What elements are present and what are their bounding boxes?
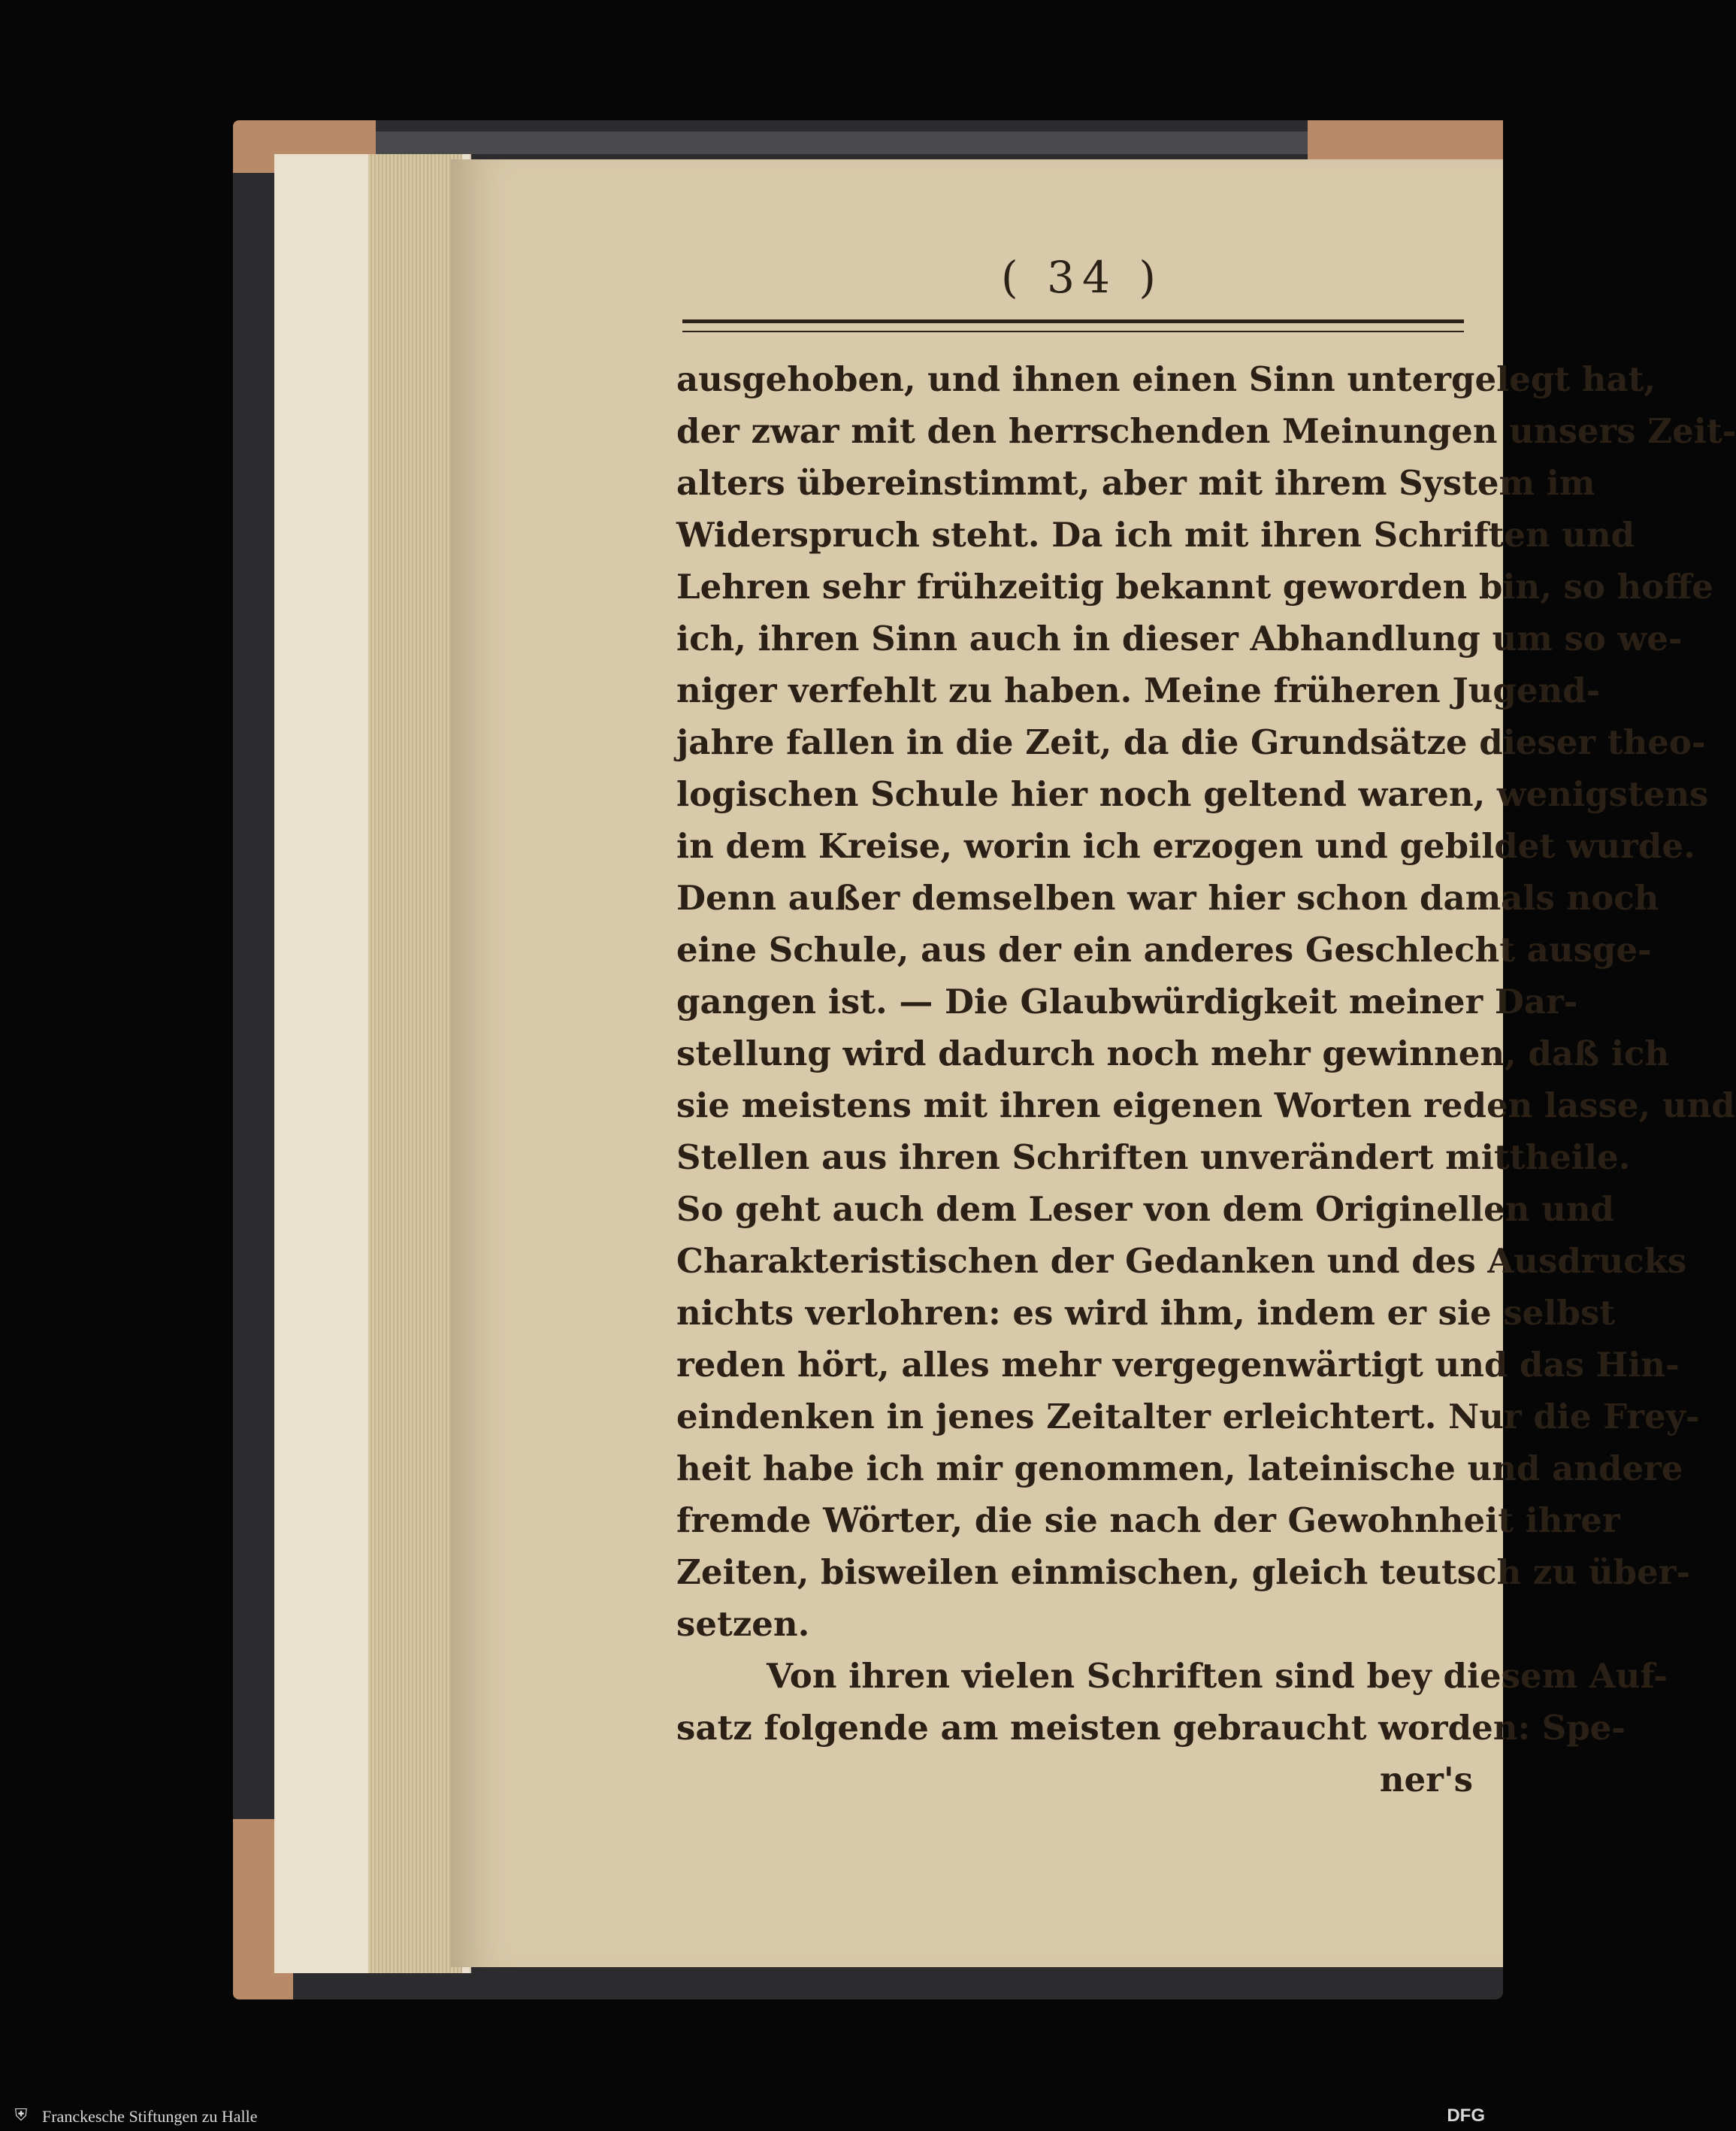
cover-edge xyxy=(248,132,1450,154)
text-line: in dem Kreise, worin ich erzogen und gebildet wurde. xyxy=(676,826,1695,866)
text-line: eindenken in jenes Zeitalter erleichtert. Nur die Frey- xyxy=(676,1397,1700,1436)
text-line: satz folgende am meisten gebraucht worden: Spe- xyxy=(676,1708,1626,1748)
text-line: fremde Wörter, die sie nach der Gewohnheit ihrer xyxy=(676,1500,1620,1540)
header-rule xyxy=(682,319,1464,332)
catchword: ner's xyxy=(1379,1760,1473,1800)
text-line: Charakteristischen der Gedanken und des Ausdrucks xyxy=(676,1241,1687,1281)
footer-bar xyxy=(0,2101,1503,2131)
text-line: Widerspruch steht. Da ich mit ihren Schriften und xyxy=(676,515,1635,555)
paragraph-1 xyxy=(676,353,1736,1650)
text-line: stellung wird dadurch noch mehr gewinnen, daß ich xyxy=(676,1034,1670,1073)
text-line: logischen Schule hier noch geltend waren, wenigstens xyxy=(676,774,1709,814)
text-line: eine Schule, aus der ein anderes Geschlecht ausge- xyxy=(676,930,1652,970)
text-line: Lehren sehr frühzeitig bekannt geworden bin, so hoffe xyxy=(676,567,1713,607)
text-line: Zeiten, bisweilen einmischen, gleich teutsch zu über- xyxy=(676,1552,1691,1592)
text-line: nichts verlohren: es wird ihm, indem er sie selbst xyxy=(676,1293,1615,1333)
text-line: alters übereinstimmt, aber mit ihrem System im xyxy=(676,463,1595,503)
footer-brand: DFG xyxy=(1447,2105,1485,2126)
page-text xyxy=(676,353,1736,1819)
text-line: ausgehoben, und ihnen einen Sinn untergelegt hat, xyxy=(676,359,1656,399)
text-line: setzen. xyxy=(676,1604,810,1644)
text-line: ich, ihren Sinn auch in dieser Abhandlung um so we- xyxy=(676,619,1683,658)
text-line: Von ihren vielen Schriften sind bey diesem Auf- xyxy=(767,1656,1668,1696)
page-stack xyxy=(368,154,462,1973)
text-line: sie meistens mit ihren eigenen Worten reden lasse, und xyxy=(676,1085,1735,1125)
text-line: reden hört, alles mehr vergegenwärtigt und das Hin- xyxy=(676,1345,1680,1385)
text-line: So geht auch dem Leser von dem Originellen und xyxy=(676,1189,1615,1229)
text-line: Denn außer demselben war hier schon damals noch xyxy=(676,878,1659,918)
text-line: gangen ist. — Die Glaubwürdigkeit meiner Dar- xyxy=(676,982,1578,1022)
text-line: jahre fallen in die Zeit, da die Grundsätze dieser theo- xyxy=(676,722,1706,762)
text-line: Stellen aus ihren Schriften unverändert mittheile. xyxy=(676,1137,1631,1177)
shield-icon: ⛨ xyxy=(14,2106,28,2125)
paragraph-2 xyxy=(676,1650,1668,1754)
page-number: ( 34 ) xyxy=(1001,252,1163,303)
text-line: der zwar mit den herrschenden Meinungen unsers Zeit- xyxy=(676,411,1736,451)
text-line: heit habe ich mir genommen, lateinische und andere xyxy=(676,1448,1683,1488)
text-line: niger verfehlt zu haben. Meine früheren Jugend- xyxy=(676,670,1601,710)
footer-institution: Franckesche Stiftungen zu Halle xyxy=(42,2107,258,2126)
